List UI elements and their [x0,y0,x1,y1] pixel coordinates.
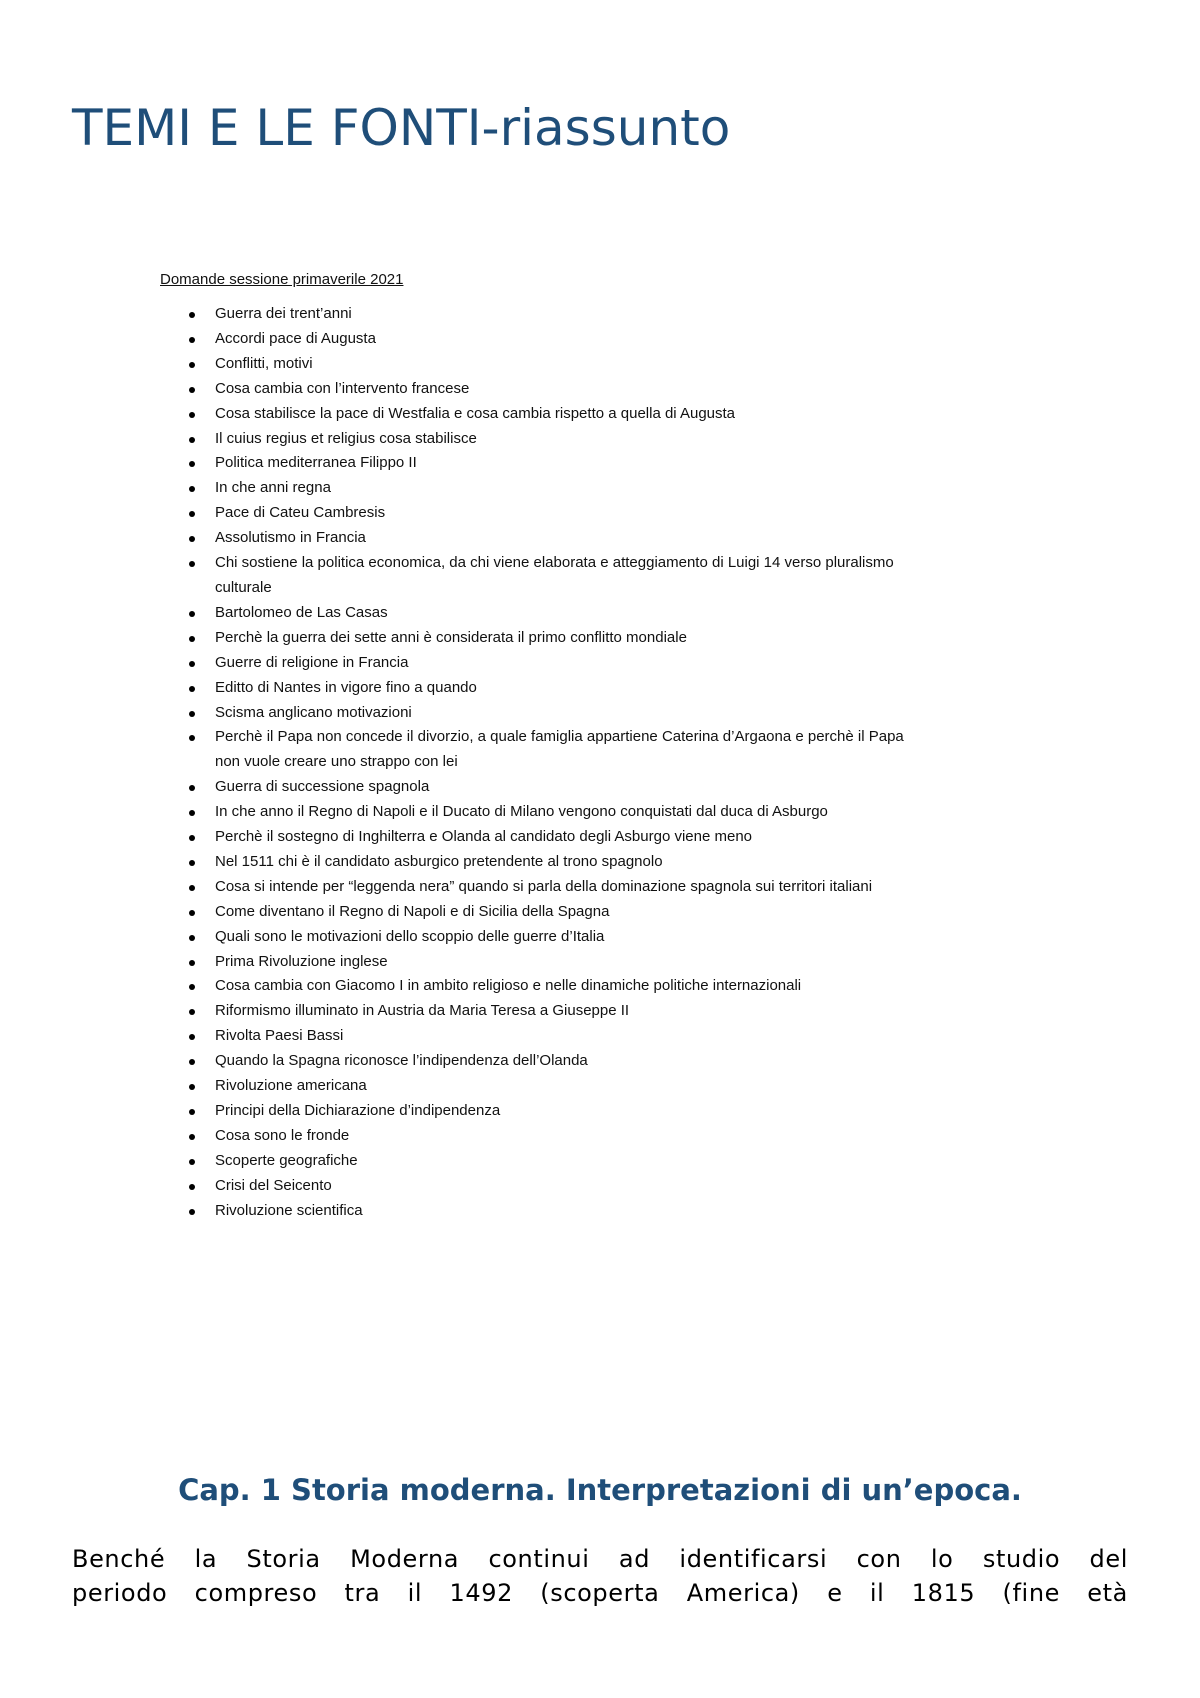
body-line: Benché la Storia Moderna continui ad identificarsi con lo studio del [72,1545,1128,1573]
list-item-text: Prima Rivoluzione inglese [215,952,388,970]
list-item-text: Principi della Dichiarazione d’indipendenza [215,1102,501,1119]
list-item [160,402,920,427]
list-item-text: Scisma anglicano motivazioni [215,703,412,721]
bullet-icon [189,1184,195,1190]
list-item [160,950,920,975]
bullet-icon [189,810,195,816]
list-item [160,526,920,551]
list-item-text: Scoperte geografiche [215,1151,358,1169]
bullet-icon [189,910,195,916]
bullet-icon [189,611,195,617]
list-item-text: Perchè il Papa non concede il divorzio, a quale famiglia appartiene Caterina d’Argaona e perchè il Papa non vuole creare uno strappo con lei [215,728,904,771]
list-item [160,900,920,925]
bullet-icon [189,785,195,791]
list-item [160,1049,920,1074]
list-item [160,352,920,377]
list-item-text: Come diventano il Regno di Napoli e di Sicilia della Spagna [215,902,610,920]
list-item-text: Cosa cambia con Giacomo I in ambito religioso e nelle dinamiche politiche internazionali [215,977,802,995]
list-item-text: Il cuius regius et religius cosa stabilisce [215,429,477,447]
list-item [160,701,920,726]
bullet-icon [189,362,195,368]
question-list [160,302,920,1224]
bullet-icon [189,486,195,492]
bullet-icon [189,1134,195,1140]
list-item-text: In che anno il Regno di Napoli e il Ducato di Milano vengono conquistati dal duca di Asburgo [215,803,828,821]
list-item-text: Bartolomeo de Las Casas [215,603,388,621]
list-item-text: Accordi pace di Augusta [215,329,376,347]
list-item [160,676,920,701]
bullet-icon [189,1009,195,1015]
body-line: periodo compreso tra il 1492 (scoperta America) e il 1815 (fine età [72,1579,1128,1607]
list-item [160,974,920,999]
bullet-icon [189,412,195,418]
list-item [160,327,920,352]
bullet-icon [189,536,195,542]
bullet-icon [189,561,195,567]
list-item [160,1124,920,1149]
list-item-text: Cosa cambia con l’intervento francese [215,379,470,397]
questions-heading: Domande sessione primaverile 2021 [160,271,404,288]
bullet-icon [189,661,195,667]
list-item [160,775,920,800]
list-item-text: Perchè il sostegno di Inghilterra e Olanda al candidato degli Asburgo viene meno [215,828,753,846]
list-item-text: Nel 1511 chi è il candidato asburgico pretendente al trono spagnolo [215,852,663,870]
list-item [160,427,920,452]
bullet-icon [189,960,195,966]
bullet-icon [189,511,195,517]
list-item [160,1174,920,1199]
bullet-icon [189,337,195,343]
list-item [160,1149,920,1174]
list-item [160,476,920,501]
list-item-text: Cosa stabilisce la pace di Westfalia e cosa cambia rispetto a quella di Augusta [215,404,736,422]
bullet-icon [189,686,195,692]
chapter-title: Cap. 1 Storia moderna. Interpretazioni di un’epoca. [178,1473,1022,1507]
bullet-icon [189,636,195,642]
bullet-icon [189,735,195,741]
bullet-icon [189,1209,195,1215]
list-item-text: Cosa sono le fronde [215,1126,350,1144]
bullet-icon [189,984,195,990]
list-item-text: Politica mediterranea Filippo II [215,454,417,472]
list-item [160,1199,920,1224]
bullet-icon [189,387,195,393]
bullet-icon [189,1059,195,1065]
list-item-text: Conflitti, motivi [215,354,313,372]
list-item-text: Riformismo illuminato in Austria da Maria Teresa a Giuseppe II [215,1002,630,1020]
bullet-icon [189,711,195,717]
bullet-icon [189,860,195,866]
page-title: TEMI E LE FONTI-riassunto [72,99,731,157]
bullet-icon [189,1159,195,1165]
list-item-text: Cosa si intende per “leggenda nera” quando si parla della dominazione spagnola sui territori italiani [215,877,873,895]
list-item-text: Perchè la guerra dei sette anni è considerata il primo conflitto mondiale [215,628,687,646]
list-item [160,875,920,900]
bullet-icon [189,835,195,841]
list-item [160,850,920,875]
list-item [160,651,920,676]
bullet-icon [189,461,195,467]
list-item [160,1024,920,1049]
list-item [160,302,920,327]
list-item [160,601,920,626]
list-item [160,999,920,1024]
bullet-icon [189,1034,195,1040]
list-item-text: In che anni regna [215,479,331,497]
list-item-text: Rivoluzione americana [215,1077,367,1095]
list-item [160,451,920,476]
list-item-text: Guerra di successione spagnola [215,778,430,796]
list-item-text: Chi sostiene la politica economica, da chi viene elaborata e atteggiamento di Luigi 14 verso pluralismo culturale [215,554,894,596]
list-item-text: Quali sono le motivazioni dello scoppio delle guerre d’Italia [215,927,605,945]
bullet-icon [189,885,195,891]
list-item [160,551,920,601]
list-item-text: Rivoluzione scientifica [215,1201,363,1219]
bullet-icon [189,1109,195,1115]
list-item [160,377,920,402]
body-paragraph [72,1542,1128,1610]
list-item-text: Assolutismo in Francia [215,529,366,547]
list-item-text: Editto di Nantes in vigore fino a quando [215,678,477,696]
list-item [160,1074,920,1099]
list-item [160,1099,920,1124]
list-item-text: Crisi del Seicento [215,1176,332,1194]
bullet-icon [189,437,195,443]
list-item [160,501,920,526]
questions-section [160,268,920,1224]
list-item [160,925,920,950]
bullet-icon [189,935,195,941]
list-item [160,825,920,850]
list-item-text: Quando la Spagna riconosce l’indipendenza dell’Olanda [215,1052,588,1070]
list-item [160,626,920,651]
list-item-text: Guerre di religione in Francia [215,653,409,671]
list-item [160,725,920,775]
list-item-text: Pace di Cateu Cambresis [215,504,386,522]
bullet-icon [189,1084,195,1090]
list-item-text: Guerra dei trent’anni [215,305,352,322]
bullet-icon [189,312,195,318]
list-item-text: Rivolta Paesi Bassi [215,1027,344,1045]
list-item [160,800,920,825]
